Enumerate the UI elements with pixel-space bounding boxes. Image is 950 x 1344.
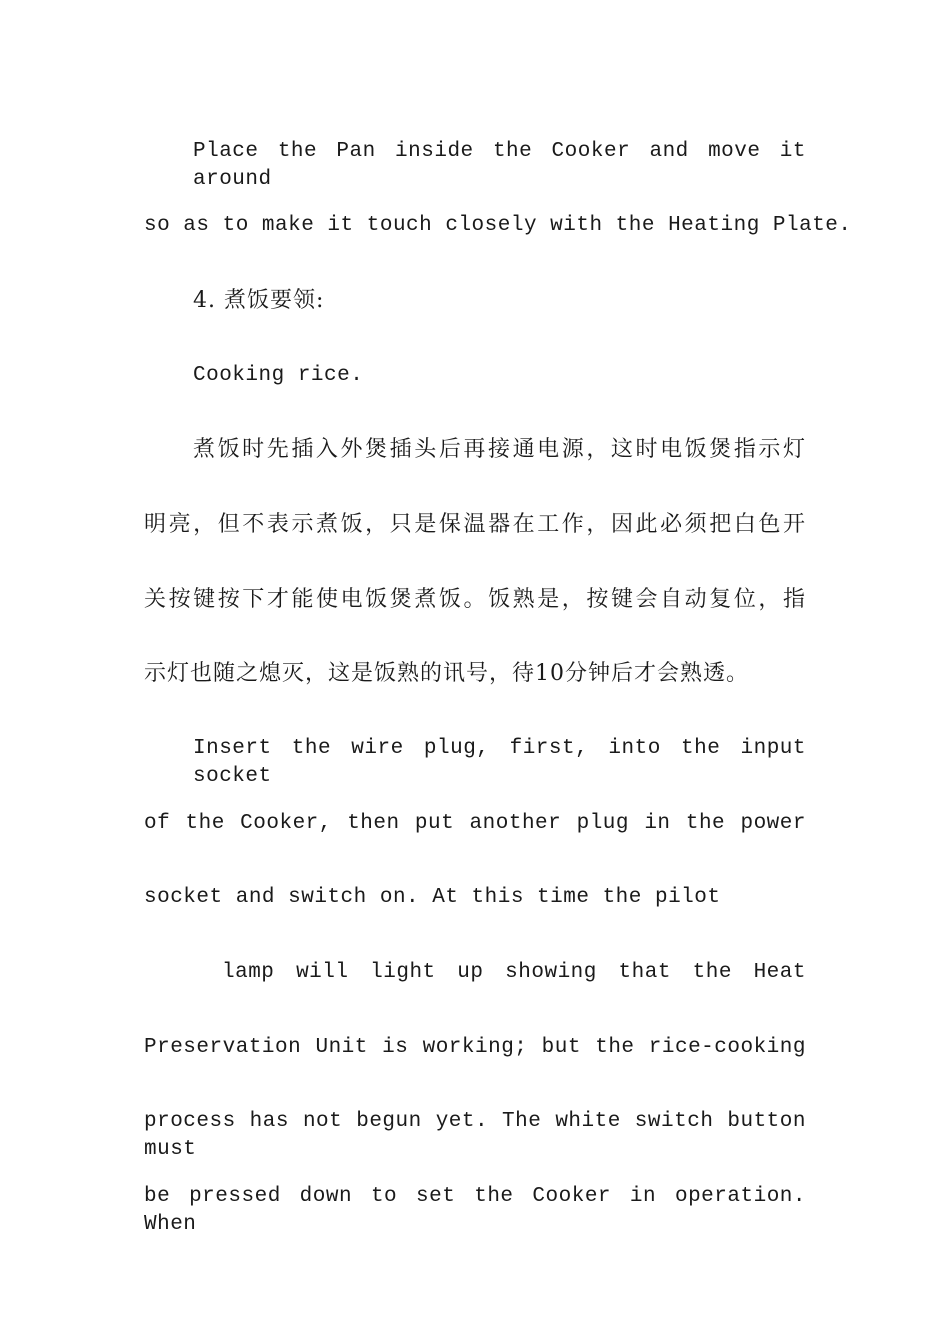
paragraph-line: Place the Pan inside the Cooker and move it around xyxy=(193,140,806,191)
section-heading: 4. 煮饭要领: xyxy=(193,288,325,313)
paragraph-line: 明亮，但不表示煮饭，只是保温器在工作，因此必须把白色开 xyxy=(144,512,806,537)
paragraph-line: so as to make it touch closely with the Heating Plate. xyxy=(144,214,852,237)
paragraph-line: Insert the wire plug, first, into the input socket xyxy=(193,737,806,788)
paragraph-line: Preservation Unit is working; but the rice-cooking xyxy=(144,1036,806,1059)
paragraph-line: socket and switch on. At this time the pilot xyxy=(144,886,721,909)
paragraph-line: 关按键按下才能使电饭煲煮饭。饭熟是，按键会自动复位，指 xyxy=(144,587,806,612)
paragraph-line: 煮饭时先插入外煲插头后再接通电源，这时电饭煲指示灯 xyxy=(193,437,806,462)
paragraph-line: be pressed down to set the Cooker in operation. When xyxy=(144,1185,806,1236)
paragraph-line: 示灯也随之熄灭，这是饭熟的讯号，待10分钟后才会熟透。 xyxy=(144,661,749,686)
paragraph-line: process has not begun yet. The white switch button must xyxy=(144,1110,806,1161)
section-subheading: Cooking rice. xyxy=(193,364,364,387)
paragraph-line: of the Cooker, then put another plug in the power xyxy=(144,812,806,835)
paragraph-line: lamp will light up showing that the Heat xyxy=(222,961,806,984)
